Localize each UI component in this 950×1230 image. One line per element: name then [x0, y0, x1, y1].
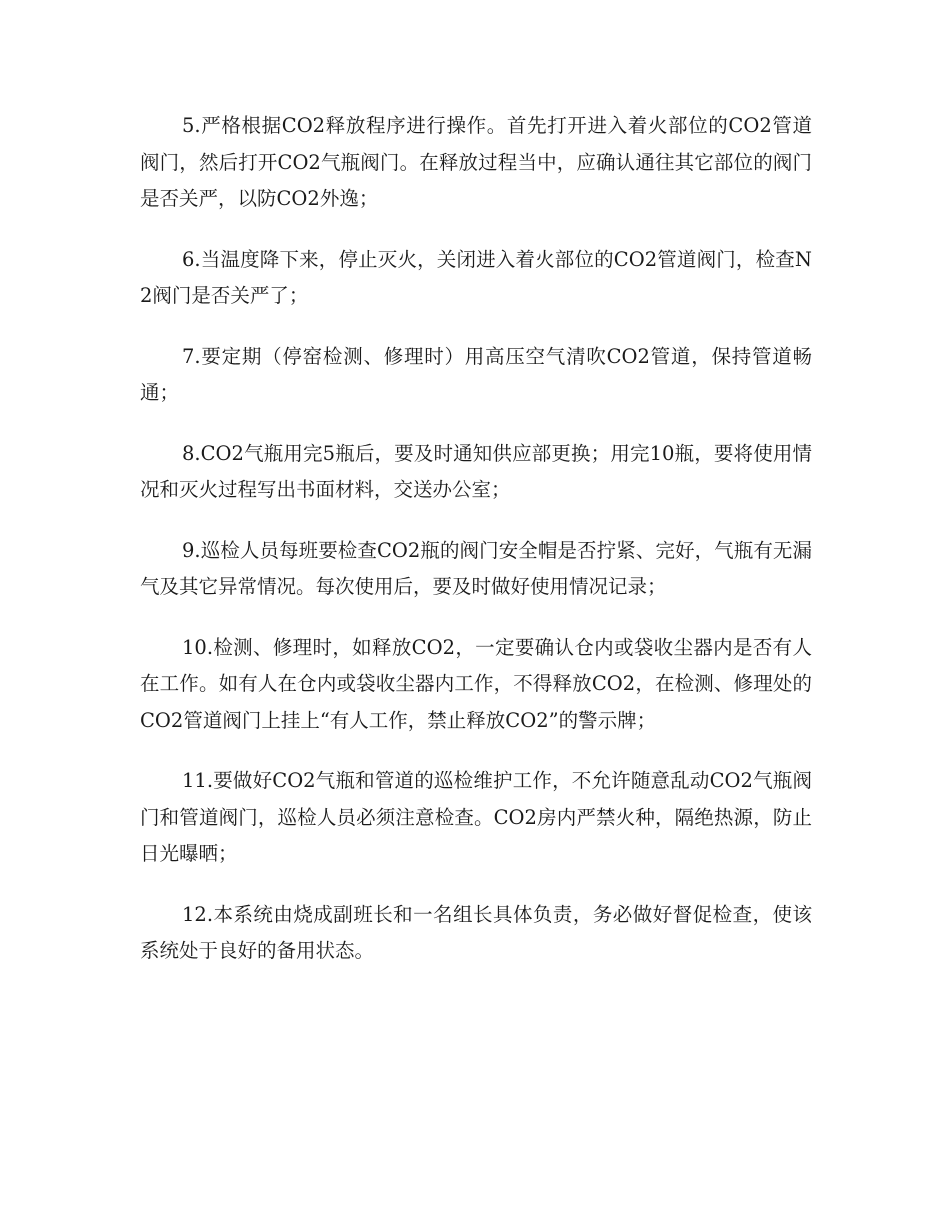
paragraph-item-8: 8.CO2气瓶用完5瓶后，要及时通知供应部更换；用完10瓶，要将使用情况和灭火过程写出书面材料，交送办公室；: [140, 441, 812, 501]
paragraph-item-6: 6.当温度降下来，停止灭火，关闭进入着火部位的CO2管道阀门，检查N2阀门是否关严了；: [140, 247, 812, 307]
paragraph-item-9: 9.巡检人员每班要检查CO2瓶的阀门安全帽是否拧紧、完好，气瓶有无漏气及其它异常情况。每次使用后，要及时做好使用情况记录；: [140, 538, 812, 598]
paragraph-item-10: 10.检测、修理时，如释放CO2，一定要确认仓内或袋收尘器内是否有人在工作。如有人在仓内或袋收尘器内工作，不得释放CO2，在检测、修理处的CO2管道阀门上挂上“有人工作，禁止释放CO2”的警示牌；: [140, 635, 812, 732]
paragraph-item-11: 11.要做好CO2气瓶和管道的巡检维护工作，不允许随意乱动CO2气瓶阀门和管道阀门，巡检人员必须注意检查。CO2房内严禁火种，隔绝热源，防止日光曝晒；: [140, 769, 812, 865]
paragraph-item-7: 7.要定期（停窑检测、修理时）用高压空气清吹CO2管道，保持管道畅通；: [140, 344, 812, 404]
document-body: [140, 108, 812, 994]
paragraph-item-5: 5.严格根据CO2释放程序进行操作。首先打开进入着火部位的CO2管道阀门，然后打开CO2气瓶阀门。在释放过程当中，应确认通往其它部位的阀门是否关严，以防CO2外逸；: [140, 114, 812, 210]
paragraph-item-12: 12.本系统由烧成副班长和一名组长具体负责，务必做好督促检查，使该系统处于良好的备用状态。: [140, 902, 812, 962]
